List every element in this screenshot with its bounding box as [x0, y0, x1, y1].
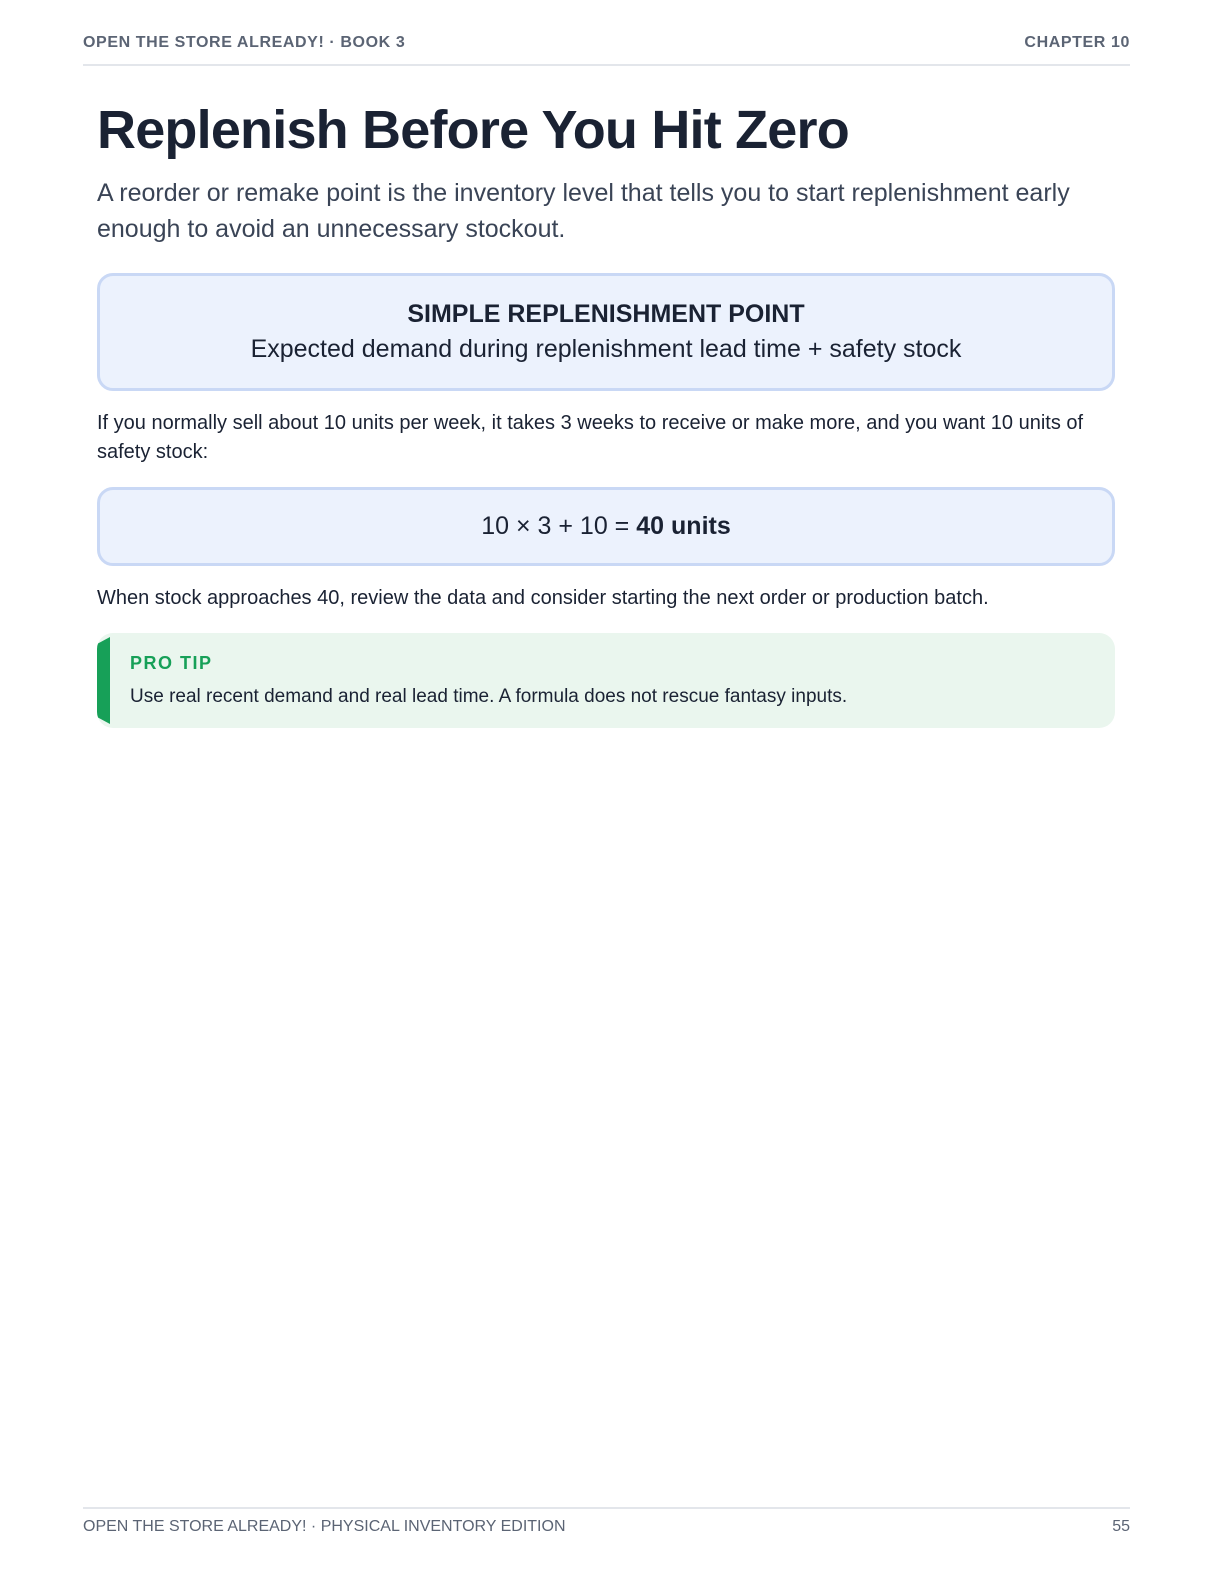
lead-paragraph: A reorder or remake point is the inventory level that tells you to start replenishment early enough to avoid an unnecessary stockout. [97, 179, 1070, 243]
book-title: OPEN THE STORE ALREADY! · BOOK 3 [83, 34, 406, 51]
page-number: 55 [1112, 1518, 1130, 1535]
formula-description: Expected demand during replenishment lead time + safety stock [250, 335, 962, 363]
running-header [83, 34, 1130, 66]
calculation-result: 40 units [636, 512, 731, 540]
example-paragraph: If you normally sell about 10 units per week, it takes 3 weeks to receive or make more, and you want 10 units of safety stock: [97, 412, 1084, 463]
followup-paragraph: When stock approaches 40, review the data and consider starting the next order or production batch. [97, 587, 989, 609]
page-title: Replenish Before You Hit Zero [97, 100, 849, 160]
calculation-box [97, 487, 1115, 566]
edition-label: OPEN THE STORE ALREADY! · PHYSICAL INVENTORY EDITION [83, 1518, 566, 1535]
running-footer [83, 1507, 1130, 1536]
tip-text: Use real recent demand and real lead time. A formula does not rescue fantasy inputs. [130, 686, 848, 707]
pro-tip-callout [97, 633, 1115, 728]
chapter-label: CHAPTER 10 [1024, 34, 1130, 51]
tip-label: PRO TIP [130, 653, 213, 673]
formula-title: SIMPLE REPLENISHMENT POINT [407, 300, 805, 328]
calculation-expression: 10 × 3 + 10 = [481, 512, 630, 540]
formula-box [97, 273, 1115, 391]
tip-accent-bar [97, 637, 110, 724]
page-content [97, 98, 1115, 728]
